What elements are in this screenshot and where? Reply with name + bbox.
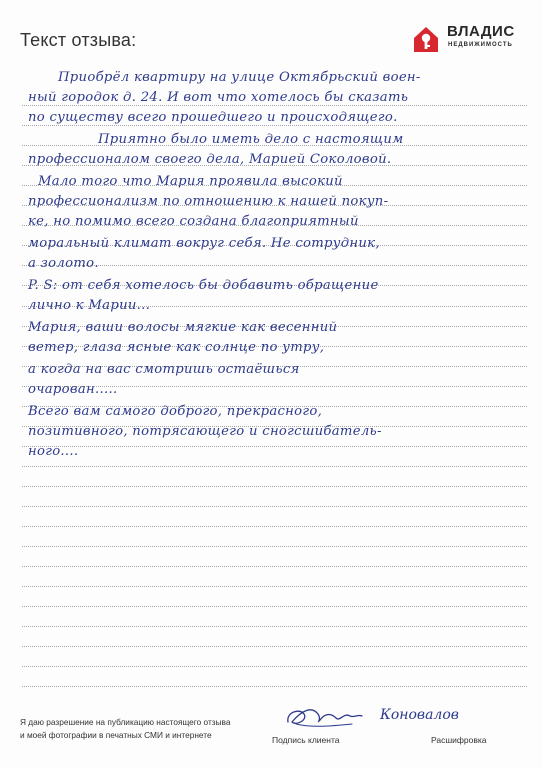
review-line: ветер, глаза ясные как солнце по утру, xyxy=(28,340,325,355)
client-surname: Коновалов xyxy=(380,707,459,723)
consent-note xyxy=(20,716,231,742)
ruled-line xyxy=(22,667,527,687)
review-line: по существу всего прошедшего и происходящего. xyxy=(28,110,398,125)
review-line: P. S: от себя хотелось бы добавить обращение xyxy=(28,278,379,293)
review-line: а когда на вас смотришь остаёшься xyxy=(28,362,300,377)
review-line: Мария, ваши волосы мягкие как весенний xyxy=(28,320,338,335)
logo-subtitle: НЕДВИЖИМОСТЬ xyxy=(448,42,513,48)
house-key-icon xyxy=(411,24,441,54)
review-line: Мало того что Мария проявила высокий xyxy=(38,174,343,189)
client-signature xyxy=(282,698,372,734)
ruled-line xyxy=(22,607,527,627)
review-line: ного.... xyxy=(28,444,79,459)
ruled-line xyxy=(22,487,527,507)
review-line: Приятно было иметь дело с настоящим xyxy=(98,132,404,147)
review-line: а золото. xyxy=(28,256,99,271)
ruled-line xyxy=(22,527,527,547)
consent-line-2: и моей фотографии в печатных СМИ и интернете xyxy=(20,730,212,740)
decoding-label: Расшифровка xyxy=(431,735,487,745)
ruled-line xyxy=(22,567,527,587)
consent-line-1: Я даю разрешение на публикацию настоящего отзыва xyxy=(20,717,231,727)
review-line: профессионалом своего дела, Марией Соколовой. xyxy=(28,152,392,167)
ruled-line xyxy=(22,647,527,667)
review-line: моральный климат вокруг себя. Не сотрудник, xyxy=(28,236,380,251)
review-line: позитивного, потрясающего и сногсшибатель- xyxy=(28,424,382,439)
ruled-line xyxy=(22,627,527,647)
ruled-line xyxy=(22,507,527,527)
review-line: Приобрёл квартиру на улице Октябрьский воен- xyxy=(58,70,421,85)
signature-label: Подпись клиента xyxy=(272,735,340,745)
review-line: лично к Марии... xyxy=(28,298,151,313)
ruled-line xyxy=(22,587,527,607)
ruled-line xyxy=(22,447,527,467)
company-logo xyxy=(411,22,531,56)
review-line: ке, но помимо всего создана благоприятный xyxy=(28,214,359,229)
page-title: Текст отзыва: xyxy=(20,30,137,50)
ruled-line xyxy=(22,467,527,487)
review-line: ный городок д. 24. И вот что хотелось бы сказать xyxy=(28,90,409,105)
review-line: очарован..... xyxy=(28,382,118,397)
review-line: Всего вам самого доброго, прекрасного, xyxy=(28,404,323,419)
logo-wordmark: ВЛАДИС xyxy=(447,23,515,40)
review-line: профессионализм по отношению к нашей покуп- xyxy=(28,194,389,209)
ruled-line xyxy=(22,547,527,567)
